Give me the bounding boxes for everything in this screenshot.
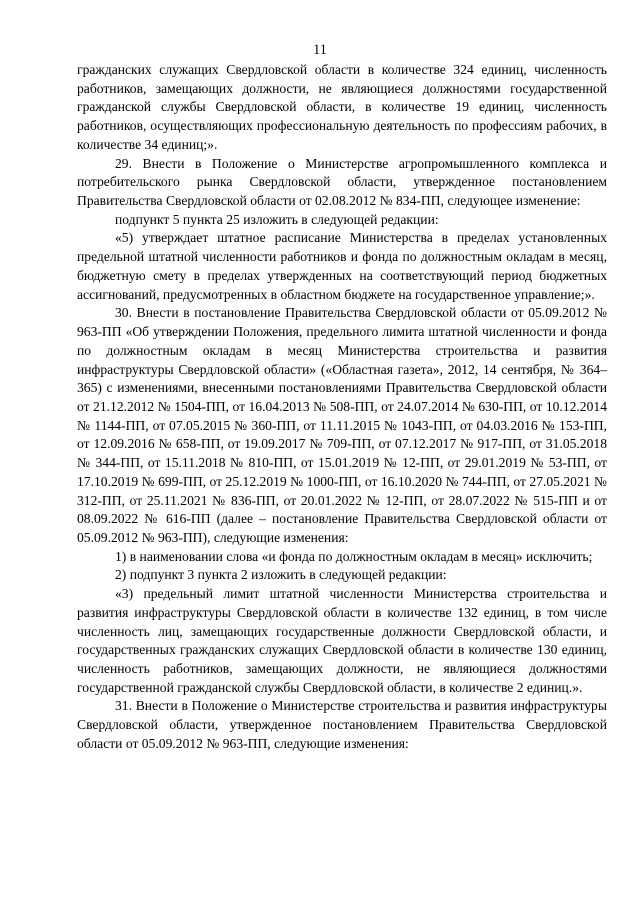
paragraph-quoted-text: «3) предельный лимит штатной численности Министерства строительства и развития инфраструктуры Свердловской области в количестве 132 единиц, в том числе численность лиц, замещающих государственные должности Свердловской области, и государственных гражданских служащих Свердловской области в количестве 130 единиц, численность работников, замещающих должности, не являющиеся должностями государственной гражданской службы Свердловской области, в количестве 2 единиц.».	[77, 586, 607, 695]
page-number: 11	[313, 42, 327, 58]
document-body	[77, 61, 607, 754]
paragraph-item-29: 29. Внести в Положение о Министерстве агропромышленного комплекса и потребительского рынка Свердловской области, утвержденное постановлением Правительства Свердловской области от 02.08.2012 № 834-ПП, следующее изменение:	[77, 155, 607, 209]
paragraph-item-30: 30. Внести в постановление Правительства Свердловской области от 05.09.2012 № 963-ПП «Об утверждении Положения, предельного лимита штатной численности и фонда по должностным окладам в месяц Министерства строительства и развития инфраструктуры Свердловской области» («Областная газета», 2012, 14 сентября, № 364–365) с изменениями, внесенными постановлениями Правительства Свердловской области от 21.12.2012 № 1504-ПП, от 16.04.2013 № 508-ПП, от 24.07.2014 № 630-ПП, от 10.12.2014 № 1144-ПП, от 07.05.2015 № 360-ПП, от 11.11.2015 № 1043-ПП, от 04.03.2016 № 153-ПП, от 12.09.2016 № 658-ПП, от 19.09.2017 № 709-ПП, от 07.12.2017 № 917-ПП, от 31.05.2018 № 344-ПП, от 15.11.2018 № 810-ПП, от 15.01.2019 № 12-ПП, от 29.01.2019 № 53-ПП, от 17.10.2019 № 699-ПП, от 25.12.2019 № 1000-ПП, от 16.10.2020 № 744-ПП, от 27.05.2021 № 312-ПП, от 25.11.2021 № 836-ПП, от 20.01.2022 № 12-ПП, от 28.07.2022 № 515-ПП и от 08.09.2022 № 616-ПП (далее – постановление Правительства Свердловской области от 05.09.2012 № 963-ПП), следующие изменения:	[77, 305, 607, 545]
paragraph-continuation: гражданских служащих Свердловской области в количестве 324 единиц, численность работников, замещающих должности, не являющиеся должностями государственной гражданской службы Свердловской области, в количестве 19 единиц, численность работников, осуществляющих профессиональную деятельность по профессиям рабочих, в количестве 34 единиц;».	[77, 62, 607, 152]
paragraph-change-1: 1) в наименовании слова «и фонда по должностным окладам в месяц» исключить;	[115, 548, 593, 564]
paragraph-quoted-text: «5) утверждает штатное расписание Министерства в пределах установленных предельной штатной численности работников и фонда по должностным окладам в месяц, бюджетную смету в пределах утвержденных на соответствующий период бюджетных ассигнований, предусмотренных в областном бюджете на государственное управление;».	[77, 230, 607, 302]
paragraph-change-2: 2) подпункт 3 пункта 2 изложить в следующей редакции:	[115, 567, 447, 583]
paragraph-item-31: 31. Внести в Положение о Министерстве строительства и развития инфраструктуры Свердловской области, утвержденное постановлением Правительства Свердловской области от 05.09.2012 № 963-ПП, следующие изменения:	[77, 698, 607, 751]
paragraph-subpoint-intro: подпункт 5 пункта 25 изложить в следующей редакции:	[115, 211, 439, 227]
